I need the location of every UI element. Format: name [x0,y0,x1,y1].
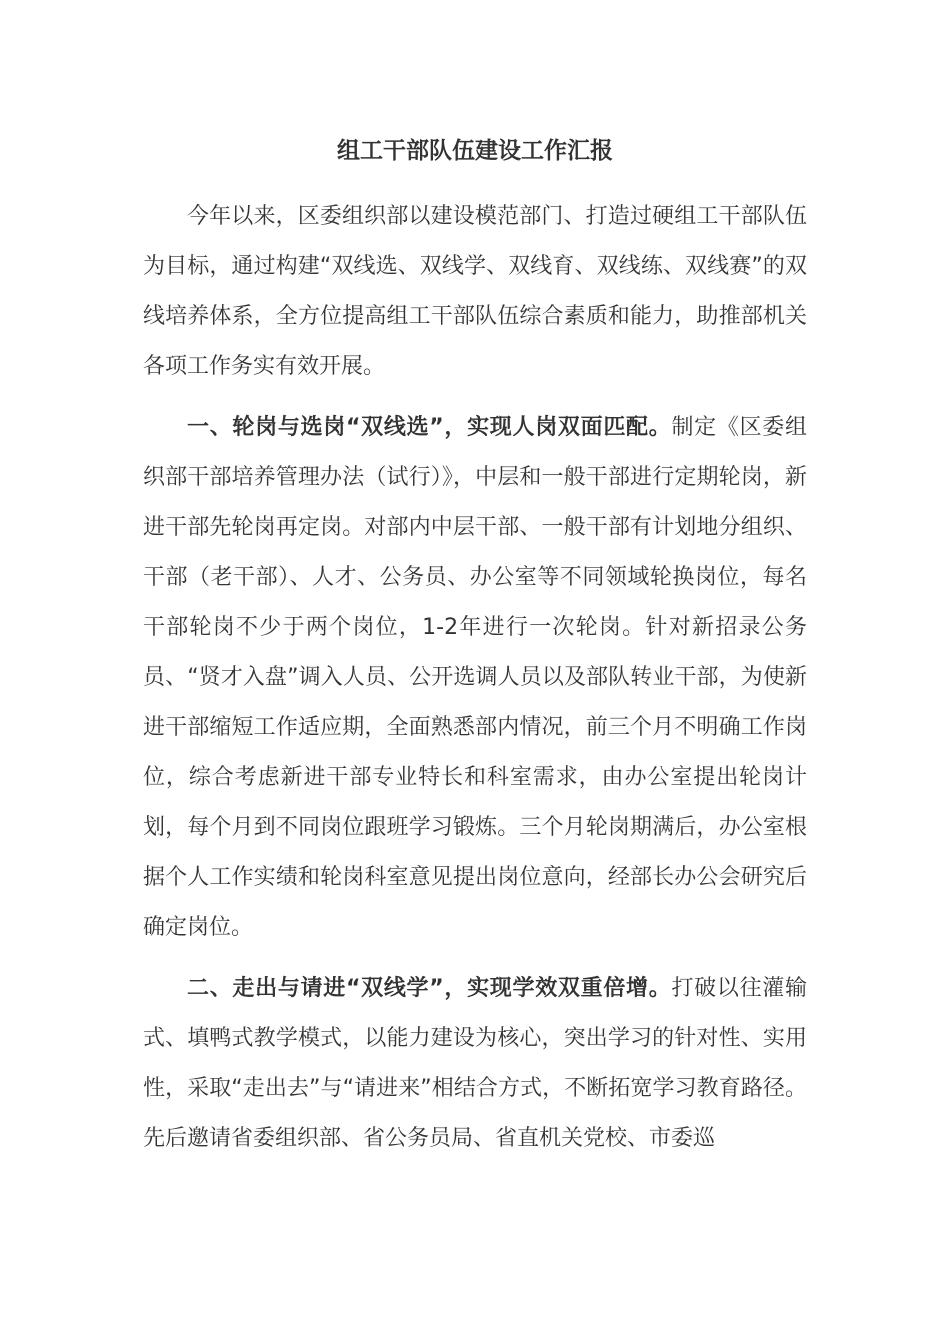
section-two-text: 打破以往灌输式、填鸭式教学模式，以能力建设为核心，突出学习的针对性、实用性，采取“走出去”与“请进来”相结合方式，不断拓宽学习教育路径。先后邀请省委组织部、省公务员局、省直机关党校、市委巡 [143,976,807,1151]
section-one-paragraph [143,403,807,953]
section-one-text: 制定《区委组织部干部培养管理办法（试行）》，中层和一般干部进行定期轮岗，新进干部先轮岗再定岗。对部内中层干部、一般干部有计划地分组织、干部（老干部）、人才、公务员、办公室等不同领域轮换岗位，每名干部轮岗不少于两个岗位，1-2年进行一次轮岗。针对新招录公务员、“贤才入盘”调入人员、公开选调人员以及部队转业干部，为使新进干部缩短工作适应期，全面熟悉部内情况，前三个月不明确工作岗位，综合考虑新进干部专业特长和科室需求，由办公室提出轮岗计划，每个月到不同岗位跟班学习锻炼。三个月轮岗期满后，办公室根据个人工作实绩和轮岗科室意见提出岗位意向，经部长办公会研究后确定岗位。 [143,415,807,940]
intro-paragraph-text: 今年以来，区委组织部以建设模范部门、打造过硬组工干部队伍为目标，通过构建“双线选、双线学、双线育、双线练、双线赛”的双线培养体系，全方位提高组工干部队伍综合素质和能力，助推部机关各项工作务实有效开展。 [143,204,807,379]
section-two-heading: 二、走出与请进“双线学”，实现学效双重倍增。 [187,976,672,1001]
section-two-paragraph [143,964,807,1164]
document-body [143,128,807,1175]
intro-paragraph [143,192,807,392]
document-title: 组工干部队伍建设工作汇报 [337,138,613,164]
section-one-heading: 一、轮岗与选岗“双线选”，实现人岗双面匹配。 [187,415,672,440]
